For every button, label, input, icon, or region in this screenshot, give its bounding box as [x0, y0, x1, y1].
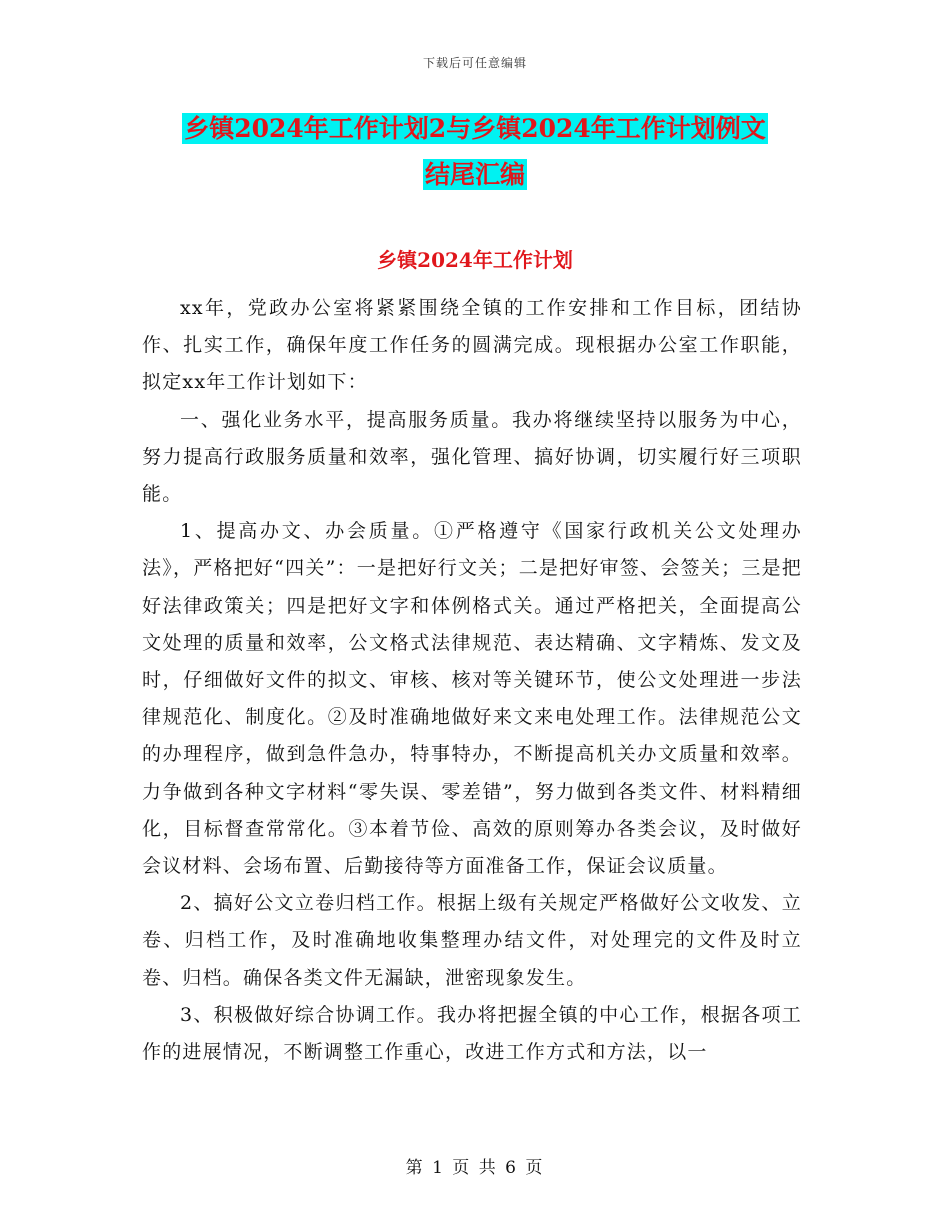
document-title [140, 106, 810, 198]
title-line-2: 结尾汇编 [424, 160, 525, 189]
paragraph: 2、搞好公文立卷归档工作。根据上级有关规定严格做好公文收发、立卷、归档工作，及时准确地收集整理办结文件，对处理完的文件及时立卷、归档。确保各类文件无漏缺，泄密现象发生。 [142, 892, 802, 989]
header-note: 下载后可任意编辑 [422, 56, 527, 70]
paragraph: 3、积极做好综合协调工作。我办将把握全镇的中心工作，根据各项工作的进展情况，不断调整工作重心，改进工作方式和方法，以一 [142, 1003, 802, 1064]
paragraph: 一、强化业务水平，提高服务质量。我办将继续坚持以服务为中心，努力提高行政服务质量和效率，强化管理、搞好协调，切实履行好三项职能。 [142, 408, 802, 506]
paragraph: xx年，党政办公室将紧紧围绕全镇的工作安排和工作目标，团结协作、扎实工作，确保年度工作任务的圆满完成。现根据办公室工作职能，拟定xx年工作计划如下： [142, 297, 802, 394]
page-number: 第 1 页 共 6 页 [405, 1158, 545, 1178]
paragraph: 1、提高办文、办会质量。①严格遵守《国家行政机关公文处理办法》，严格把好“四关”：一是把好行文关；二是把好审签、会签关；三是把好法律政策关；四是把好文字和体例格式关。通过严格把关，全面提高公文处理的质量和效率，公文格式法律规范、表达精确、文字精炼、发文及时，仔细做好文件的拟文、审核、核对等关键环节，使公文处理进一步法律规范化、制度化。②及时准确地做好来文来电处理工作。法律规范公文的办理程序，做到急件急办，特事特办，不断提高机关办文质量和效率。力争做到各种文字材料“零失误、零差错”，努力做到各类文件、材料精细化，目标督查常常化。③本着节俭、高效的原则筹办各类会议，及时做好会议材料、会场布置、后勤接待等方面准备工作，保证会议质量。 [142, 520, 802, 878]
section-title: 乡镇2024年工作计划 [377, 248, 573, 272]
title-line-1: 乡镇2024年工作计划2与乡镇2024年工作计划例文 [184, 114, 766, 143]
document-body [142, 290, 802, 1071]
